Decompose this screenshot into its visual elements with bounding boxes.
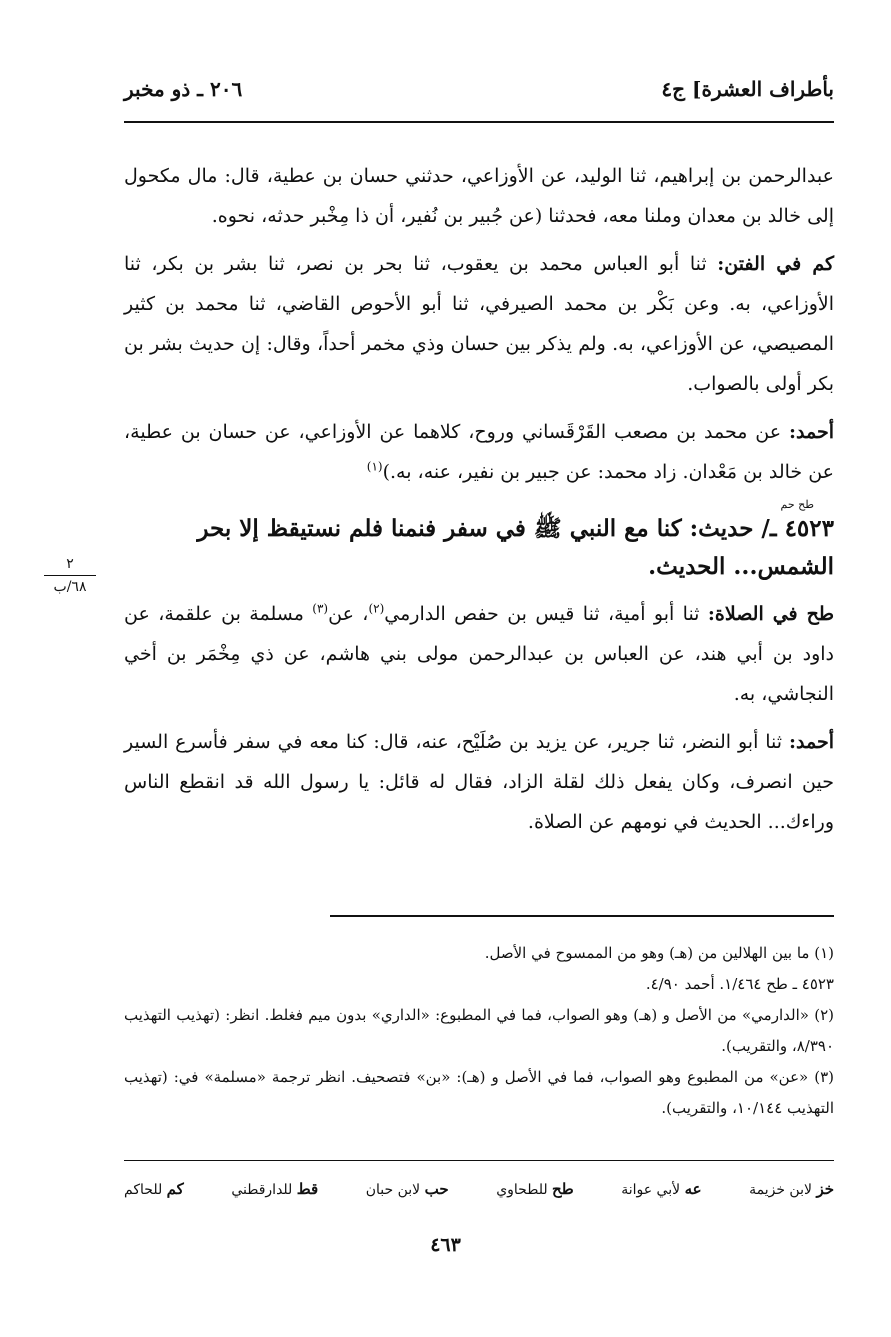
footnote-1-sources: ٤٥٢٣ ـ طح ١/٤٦٤. أحمد ٤/٩٠. <box>645 975 834 993</box>
paragraph-3-text: عن محمد بن مصعب القَرْقَساني وروح، كلاهما عن الأوزاعي، عن حسان بن عطية، عن خالد بن مَعْدان. زاد محمد: عن جبير بن نفير، عنه، به.) <box>124 421 834 483</box>
footnote-ref-3: (٣) <box>312 601 329 616</box>
paragraph-1-text: عبدالرحمن بن إبراهيم، ثنا الوليد، عن الأوزاعي، حدثني حسان بن عطية، قال: مال مكحول إلى خالد بن معدان وملنا معه، فحدثنا (عن جُبير بن نُفير، أن ذا مِخْبر حدثه، نحوه. <box>124 165 834 227</box>
paragraph-4-text-c: مسلمة بن علقمة، عن داود بن أبي هند، عن العباس بن عبدالرحمن مولى بني هاشم، عن ذي مِخْمَر بن أخي النجاشي، به. <box>124 603 834 705</box>
paragraph-2-text: ثنا أبو العباس محمد بن يعقوب، ثنا بحر بن نصر، ثنا بشر بن بكر، ثنا الأوزاعي، به. وعن بَكْر بن محمد الصيرفي، ثنا أبو الأحوص القاضي، ثنا محمد بن كثير المصيصي، عن الأوزاعي، به. ولم يذكر بين حسان وذي مخمر أحداً، وقال: إن حديث بشر بن بكر أولى بالصواب. <box>124 253 834 395</box>
paragraph-2-source: كم في الفتن: <box>717 253 835 275</box>
margin-note-bottom: ٦٨/ب <box>53 579 87 595</box>
paragraph-4-text-b: ، عن <box>328 603 369 625</box>
abbreviation: كم للحاكم <box>124 1180 184 1198</box>
footnote-ref-2: (٢) <box>368 601 385 616</box>
main-text <box>124 156 834 850</box>
paragraph-4 <box>124 594 834 714</box>
hadith-source-symbols: طح حم <box>780 498 814 511</box>
hadith-text: ٤٥٢٣ ـ/ حديث: كنا مع النبي ﷺ في سفر فنمنا فلم نستيقظ إلا بحر الشمس... الحديث. <box>197 515 834 580</box>
header-rule <box>124 121 834 123</box>
paragraph-3-source: أحمد: <box>788 421 834 443</box>
abbreviation: قط للدارقطني <box>231 1180 319 1198</box>
footnote-ref-1: (١) <box>366 459 383 474</box>
footnote-rule <box>330 915 834 917</box>
footnote-3: (٣) «عن» من المطبوع وهو الصواب، فما في الأصل و (هـ): «بن» فتصحيف. انظر ترجمة «مسلمة» في: (تهذيب التهذيب ١٠/١٤٤، والتقريب). <box>124 1068 834 1117</box>
abbreviations-key <box>124 1180 834 1198</box>
header-section: ٢٠٦ ـ ذو مخبر <box>124 77 243 101</box>
manuscript-margin-note <box>44 556 96 595</box>
paragraph-5-source: أحمد: <box>789 731 834 753</box>
abbreviation: حب لابن حبان <box>365 1180 449 1198</box>
paragraph-5 <box>124 722 834 842</box>
header-book-title: بأطراف العشرة] ج٤ <box>661 77 834 101</box>
page-number: ٤٦٣ <box>430 1234 461 1256</box>
running-header <box>124 74 834 104</box>
paragraph-5-text: ثنا أبو النضر، ثنا جرير، عن يزيد بن صُلَيْح، عنه، قال: كنا معه في سفر فأسرع السير حين انصرف، وكان يفعل ذلك لقلة الزاد، فقال له قائل: يا رسول الله قد انقطع الناس وراءك... الحديث في نومهم عن الصلاة. <box>124 731 834 833</box>
abbreviation: عه لأبي عوانة <box>621 1180 702 1198</box>
paragraph-2 <box>124 244 834 404</box>
paragraph-1 <box>124 156 834 236</box>
footnote-2: (٢) «الدارمي» من الأصل و (هـ) وهو الصواب، فما في المطبوع: «الداري» بدون ميم فغلط. انظر: (تهذيب التهذيب ٨/٣٩٠، والتقريب). <box>124 1006 834 1055</box>
margin-note-bar <box>44 575 96 576</box>
paragraph-3 <box>124 412 834 492</box>
hadith-heading <box>124 500 834 586</box>
abbreviation: طح للطحاوي <box>496 1180 574 1198</box>
paragraph-4-text-a: ثنا أبو أمية، ثنا قيس بن حفص الدارمي <box>384 603 700 625</box>
paragraph-4-source: طح في الصلاة: <box>707 603 834 625</box>
margin-note-top: ٢ <box>66 556 74 572</box>
abbreviations-rule <box>124 1160 834 1161</box>
footnotes <box>124 938 834 1124</box>
footnote-1: (١) ما بين الهلالين من (هـ) وهو من الممسوح في الأصل. <box>484 944 834 962</box>
abbreviation: خز لابن خزيمة <box>749 1180 834 1198</box>
